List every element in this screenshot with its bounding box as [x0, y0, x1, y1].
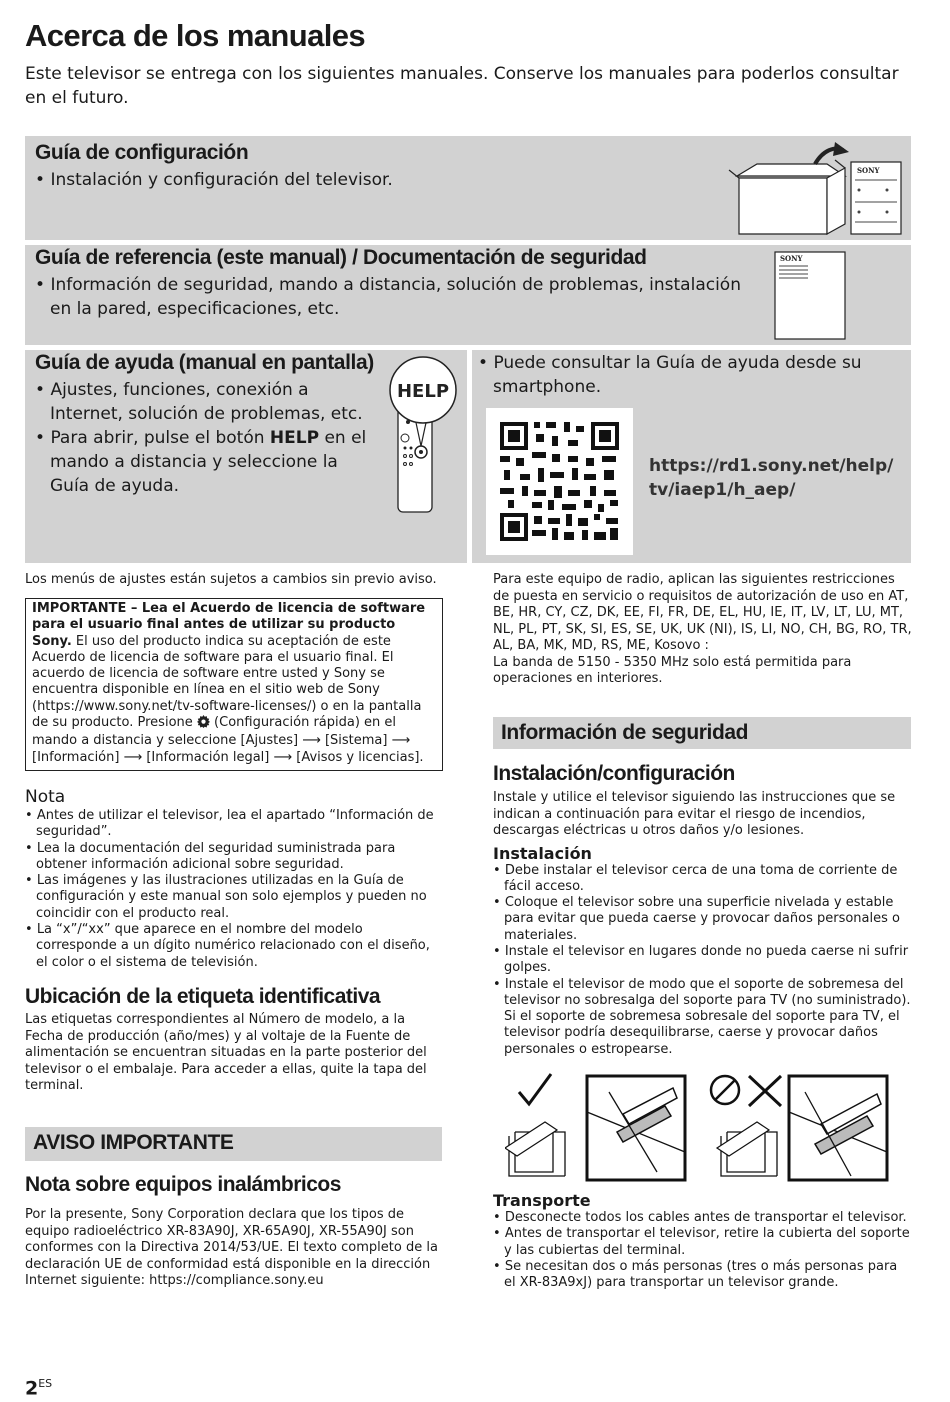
wireless-heading: Nota sobre equipos inalámbricos	[25, 1173, 341, 1196]
smartphone-help-text: • Puede consultar la Guía de ayuda desde su smartphone.	[478, 353, 862, 397]
label-location-section	[25, 985, 445, 1095]
transport-item: • Antes de transportar el televisor, retire la cubierta del soporte y las cubiertas del terminal.	[493, 1226, 913, 1259]
install-item: • Debe instalar el televisor cerca de una toma de corriente de fácil acceso.	[493, 863, 913, 896]
install-item: • Instale el televisor de modo que el soporte de sobremesa del televisor no sobresalga del soporte para TV (no suministrado). Si el soporte de sobremesa sobresale del soporte para TV, el televisor podría desequilibrarse, caerse y provocar daños personales o estropearse.	[493, 977, 913, 1058]
checkmark-icon	[519, 1074, 551, 1104]
remote-help-illustration	[385, 356, 465, 514]
help-guide-item-open: • Para abrir, pulse el botón HELP en el mando a distancia y seleccione la Guía de ayuda.	[35, 426, 375, 498]
label-location-text: Las etiquetas correspondientes al Número de modelo, a la Fecha de producción (año/mes) y al voltaje de la Fuente de alimentación se encuentran situadas en la parte posterior del televisor o el embalaje. Para acceder a ellas, quite la tapa del terminal.	[25, 1012, 427, 1093]
nota-item: • Las imágenes y las ilustraciones utilizadas en la Guía de configuración y este manual son solo ejemplos y pueden no coincidir con el producto real.	[25, 873, 445, 922]
page-number: $2^{ES}$	[25, 1377, 53, 1400]
intro-text: Este televisor se entrega con los siguientes manuales. Conserve los manuales para poderlos consultar en el futuro.	[25, 64, 899, 108]
setup-guide-box	[25, 136, 911, 240]
install-heading: Instalación	[493, 843, 592, 863]
nota-item: • La “x”/“xx” que aparece en el nombre del modelo corresponde a un dígito numérico relacionado con el diseño, el color o el sistema de televisión.	[25, 922, 445, 971]
wireless-section	[25, 1173, 445, 1290]
tv-stand-incorrect-illustration	[705, 1072, 891, 1184]
help-badge-text: HELP	[396, 381, 450, 402]
reference-guide-item: • Información de seguridad, mando a distancia, solución de problemas, instalación en la pared, especificaciones, etc.	[35, 273, 765, 321]
transport-section	[493, 1191, 913, 1291]
setup-guide-heading: Guía de configuración	[35, 141, 249, 164]
install-item: • Coloque el televisor sobre una superficie nivelada y estable para evitar que pueda caerse y provocar daños personales o materiales.	[493, 895, 913, 944]
nota-section	[25, 787, 445, 971]
aviso-importante-bar: AVISO IMPORTANTE	[25, 1127, 442, 1161]
menus-note: Los menús de ajustes están sujetos a cambios sin previo aviso.	[25, 572, 437, 587]
smartphone-help-box	[472, 350, 911, 563]
transport-item: • Se necesitan dos o más personas (tres o más personas para el XR-83A9xJ) para transportar un televisor grande.	[493, 1259, 913, 1292]
qr-code[interactable]	[486, 408, 633, 555]
radio-restrictions-text: Para este equipo de radio, aplican las siguientes restricciones de puesta en servicio o requisitos de autorización de uso en AT, BE, HR, CY, CZ, DK, EE, FI, FR, DE, EL, HU, IE, IT, LV, LT, LU, MT, NL, PL, PT, SK, SI, ES, SE, UK, UK (NI), IS, LI, NO, CH, BG, RO, TR, AL, BA, MK, MD, RS, ME, Kosovo :	[493, 572, 912, 653]
manual-booklet-illustration	[774, 251, 846, 341]
page-title: Acerca de los manuales	[25, 18, 366, 53]
transport-item: • Desconecte todos los cables antes de transportar el televisor.	[493, 1210, 913, 1226]
transport-heading: Transporte	[493, 1191, 591, 1210]
help-guide-heading: Guía de ayuda (manual en pantalla)	[35, 351, 374, 374]
help-guide-box	[25, 350, 467, 563]
reference-guide-heading: Guía de referencia (este manual) / Documentación de seguridad	[35, 246, 647, 269]
help-url[interactable]: https://rd1.sony.net/help/tv/iaep1/h_aep/	[649, 456, 894, 500]
tv-stand-correct-illustration	[505, 1072, 690, 1184]
license-notice-title: IMPORTANTE – Lea el Acuerdo de licencia de software para el usuario final antes de utilizar su producto Sony.	[32, 601, 426, 649]
sony-logo: SONY	[780, 254, 803, 263]
label-location-heading: Ubicación de la etiqueta identificativa	[25, 985, 381, 1008]
band-text: La banda de 5150 - 5350 MHz solo está permitida para operaciones en interiores.	[493, 654, 852, 686]
reference-guide-box	[25, 245, 911, 345]
license-notice: IMPORTANTE – Lea el Acuerdo de licencia de software para el usuario final antes de utilizar su producto Sony. El uso del producto indica su aceptación de este Acuerdo de licencia de software para el usuario final. El acuerdo de licencia de software entre usted y Sony se encuentra disponible en línea en el sitio web de Sony (https://www.sony.net/tv-software-licenses/) o en la pantalla de su producto. Presione (Configuración rápida) en el mando a distancia y seleccione [Ajustes] ⟶ [Sistema] ⟶ [Información] ⟶ [Información legal] ⟶ [Avisos y licencias].	[25, 598, 443, 771]
setup-guide-item: • Instalación y configuración del televisor.	[35, 168, 715, 192]
install-config-heading: Instalación/configuración	[493, 762, 735, 785]
radio-restrictions	[493, 572, 913, 688]
help-guide-item: • Ajustes, funciones, conexión a Internet, solución de problemas, etc.	[35, 378, 375, 426]
tv-box-illustration	[727, 142, 907, 236]
safety-info-bar: Información de seguridad	[493, 717, 911, 749]
nota-item: • Lea la documentación del seguridad suministrada para obtener información adicional sobre seguridad.	[25, 841, 445, 874]
install-config-text: Instale y utilice el televisor siguiendo las instrucciones que se indican a continuación para evitar el riesgo de incendios, descargas eléctricas u otros daños y/o lesiones.	[493, 790, 896, 838]
wireless-text: Por la presente, Sony Corporation declara que los tipos de equipo radioeléctrico XR-83A90J, XR-65A90J, XR-55A90J son conformes con la Directiva 2014/53/UE. El texto completo de la declaración UE de conformidad está disponible en la dirección Internet siguiente: https://compliance.sony.eu	[25, 1207, 438, 1288]
sony-logo: SONY	[857, 166, 880, 175]
nota-heading: Nota	[25, 787, 66, 807]
prohibited-icon	[711, 1076, 739, 1104]
install-config-section	[493, 762, 913, 1058]
nota-item: • Antes de utilizar el televisor, lea el apartado “Información de seguridad”.	[25, 808, 445, 841]
cross-icon	[749, 1076, 781, 1106]
gear-icon	[197, 715, 210, 733]
install-item: • Instale el televisor en lugares donde no pueda caerse ni sufrir golpes.	[493, 944, 913, 977]
